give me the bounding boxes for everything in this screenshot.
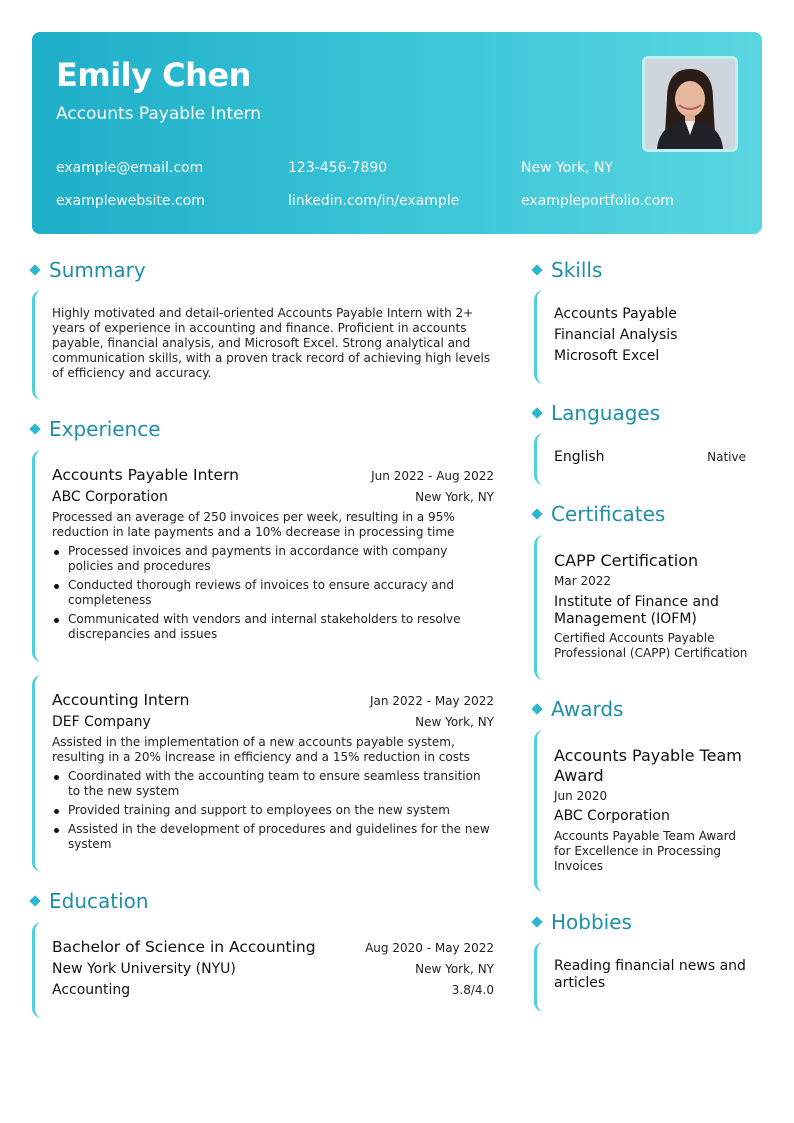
summary-heading: [30, 258, 146, 282]
candidate-name: Emily Chen: [56, 56, 251, 94]
awards-heading-label: Awards: [551, 697, 624, 721]
diamond-icon: [531, 703, 542, 714]
job-2-bullets: [52, 769, 494, 856]
education-location: New York, NY: [415, 962, 494, 976]
language-row: [554, 449, 746, 465]
job-1-bullets: [52, 544, 494, 646]
award-issuer: ABC Corporation: [554, 808, 670, 824]
award-name: Accounts Payable Team Award: [554, 746, 742, 785]
awards-heading: [532, 697, 623, 721]
skills-heading: [532, 258, 602, 282]
job-2-company: DEF Company: [52, 714, 151, 730]
list-item: Communicated with vendors and internal stakeholders to resolve discrepancies and issues: [52, 612, 494, 642]
candidate-title: Accounts Payable Intern: [56, 104, 262, 124]
resume-header: [32, 32, 762, 234]
diamond-icon: [531, 916, 542, 927]
website-link[interactable]: examplewebsite.com: [56, 193, 205, 209]
skill-item: Accounts Payable: [554, 306, 677, 322]
hobbies-heading-label: Hobbies: [551, 910, 632, 934]
certificate-date: Mar 2022: [554, 574, 611, 588]
list-item: Provided training and support to employees on the new system: [52, 803, 494, 818]
languages-heading: [532, 401, 660, 425]
profile-photo: [642, 56, 738, 152]
education-heading-label: Education: [49, 889, 149, 913]
job-2-location: New York, NY: [415, 715, 494, 729]
certificate-description: Certified Accounts Payable Professional (CAPP) Certification: [554, 631, 748, 660]
diamond-icon: [29, 895, 40, 906]
language-level: Native: [707, 450, 746, 464]
diamond-icon: [531, 508, 542, 519]
job-1-company-row: [52, 489, 494, 505]
certificate-name: CAPP Certification: [554, 551, 699, 570]
skill-item: Financial Analysis: [554, 327, 678, 343]
certificates-heading-label: Certificates: [551, 502, 666, 526]
job-1-company: ABC Corporation: [52, 489, 168, 505]
list-item: Conducted thorough reviews of invoices to ensure accuracy and completeness: [52, 578, 494, 608]
education-school-row: [52, 961, 494, 977]
education-gpa: 3.8/4.0: [451, 983, 494, 997]
languages-heading-label: Languages: [551, 401, 661, 425]
experience-heading: [30, 417, 161, 441]
list-item: Processed invoices and payments in accordance with company policies and procedures: [52, 544, 494, 574]
education-major-row: [52, 982, 494, 998]
job-2-header: [52, 691, 494, 709]
diamond-icon: [531, 407, 542, 418]
linkedin-link[interactable]: linkedin.com/in/example: [288, 193, 460, 209]
phone-text: 123-456-7890: [288, 160, 388, 176]
language-name: English: [554, 449, 605, 465]
education-major: Accounting: [52, 982, 131, 998]
list-item: Assisted in the development of procedures and guidelines for the new system: [52, 822, 494, 852]
skill-item: Microsoft Excel: [554, 348, 660, 364]
diamond-icon: [29, 264, 40, 275]
education-degree: Bachelor of Science in Accounting: [52, 938, 316, 956]
diamond-icon: [29, 423, 40, 434]
diamond-icon: [531, 264, 542, 275]
hobby-item: Reading financial news and articles: [554, 958, 746, 991]
education-school: New York University (NYU): [52, 961, 236, 977]
experience-heading-label: Experience: [49, 417, 161, 441]
job-2-title: Accounting Intern: [52, 691, 190, 709]
job-2-dates: Jan 2022 - May 2022: [370, 694, 494, 708]
location-text: New York, NY: [521, 160, 614, 176]
job-2-company-row: [52, 714, 494, 730]
profile-photo-icon: [645, 59, 735, 149]
job-1-header: [52, 466, 494, 484]
award-description: Accounts Payable Team Award for Excellence in Processing Invoices: [554, 829, 736, 873]
education-degree-row: [52, 938, 494, 956]
job-1-description: Processed an average of 250 invoices per week, resulting in a 95% reduction in late payments and a 10% decrease in processing time: [52, 510, 455, 539]
summary-heading-label: Summary: [49, 258, 146, 282]
certificate-issuer: Institute of Finance and Management (IOFM): [554, 594, 719, 627]
portfolio-link[interactable]: exampleportfolio.com: [521, 193, 674, 209]
list-item: Coordinated with the accounting team to ensure seamless transition to the new system: [52, 769, 494, 799]
hobbies-heading: [532, 910, 632, 934]
skills-heading-label: Skills: [551, 258, 603, 282]
award-date: Jun 2020: [554, 789, 608, 803]
summary-text: Highly motivated and detail-oriented Accounts Payable Intern with 2+ years of experience in accounting and finance. Proficient in accounts payable, financial analysis, and Microsoft Excel. Strong analytical and communication skills, with a proven track record of achieving high levels of efficiency and accuracy.: [52, 306, 491, 380]
education-dates: Aug 2020 - May 2022: [365, 941, 494, 955]
job-1-dates: Jun 2022 - Aug 2022: [371, 469, 494, 483]
certificates-heading: [532, 502, 665, 526]
job-1-location: New York, NY: [415, 490, 494, 504]
education-heading: [30, 889, 149, 913]
job-1-title: Accounts Payable Intern: [52, 466, 239, 484]
email-link[interactable]: example@email.com: [56, 160, 204, 176]
job-2-description: Assisted in the implementation of a new accounts payable system, resulting in a 20% increase in efficiency and a 15% reduction in costs: [52, 735, 470, 764]
